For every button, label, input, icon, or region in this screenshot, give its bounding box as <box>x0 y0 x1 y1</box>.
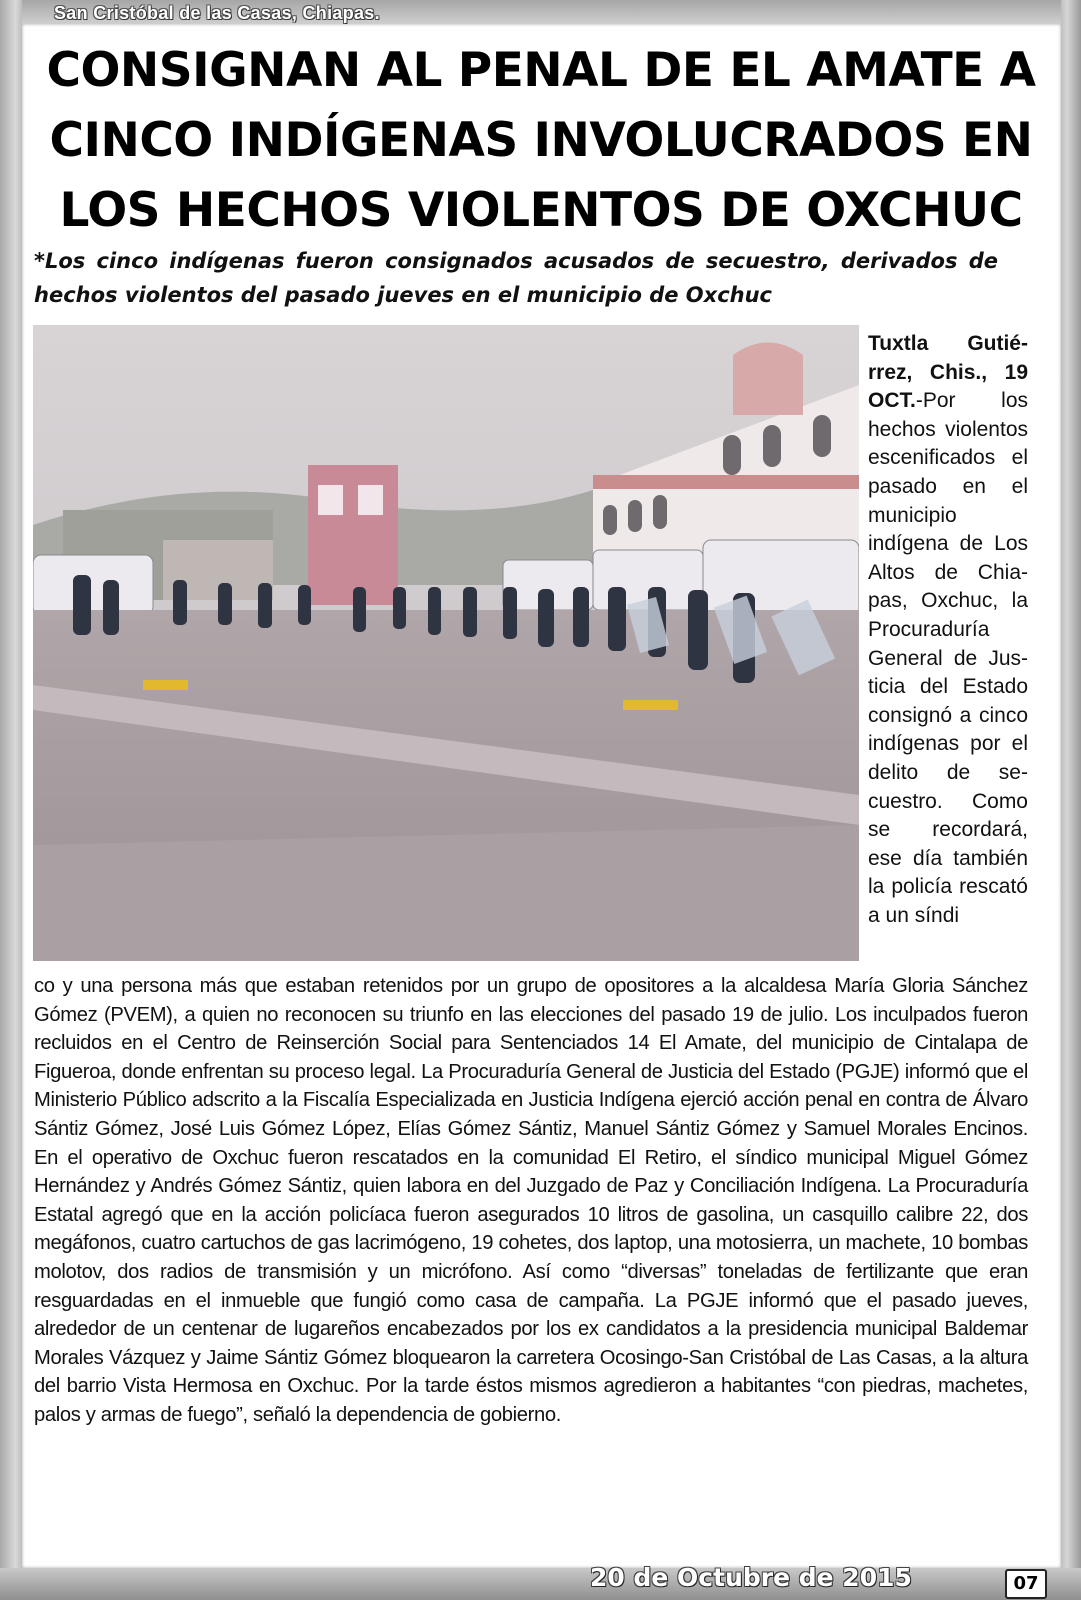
issue-date: 20 de Octubre de 2015 <box>590 1563 912 1592</box>
city-header: San Cristóbal de las Casas, Chiapas. <box>54 3 380 23</box>
subheadline: *Los cinco indígenas fueron consignados acusados de secuestro, derivados de hechos violentos del pasado jueves en el municipio de Oxchuc <box>34 249 998 307</box>
headline: CONSIGNAN AL PENAL DE EL AMATE A CINCO INDÍGENAS INVOLUCRADOS EN LOS HECHOS VIOLENTOS DE OXCHUC <box>46 43 1036 238</box>
lead-column <box>868 330 1028 930</box>
frame-left <box>0 0 22 1600</box>
frame-bottom <box>0 1568 1081 1600</box>
news-photo <box>33 325 859 961</box>
frame-right <box>1061 0 1081 1600</box>
lead-text: -Por los hechos violentos escenificados el pasado en el municipio indígena de Los Altos de Chiapas, Oxchuc, la Procuraduría General de Justicia del Estado consignó a cinco indígenas por el delito de secuestro. Como se recordará, ese día también la policía rescató a un síndi <box>868 389 1028 927</box>
dateline: Tuxtla Gutiérrez, Chis., 19 OCT. <box>868 332 1028 413</box>
article-body: co y una persona más que estaban retenidos por un grupo de opositores a la alcaldesa María Gloria Sánchez Gómez (PVEM), a quien no reconocen su triunfo en las elecciones del pasado 19 de julio. Los inculpados fueron recluidos en el Centro de Reinserción Social para Sentenciados 14 El Amate, del municipio de Cintalapa de Figueroa, donde enfrentan su proceso legal. La Procuraduría General de Justicia del Estado (PGJE) informó que el Ministerio Público adscrito a la Fiscalía Especializada en Justicia Indígena ejerció acción penal en contra de Álvaro Sántiz Gómez, José Luis Gómez López, Elías Gómez Sántiz, Manuel Sántiz Gómez y Samuel Morales Encinos. En el operativo de Oxchuc fueron rescatados en la comunidad El Retiro, el síndico municipal Miguel Gómez Hernández y Andrés Gómez Sántiz, quien labora en del Juzgado de Paz y Conciliación Indígena. La Procuraduría Estatal agregó que en la acción policíaca fueron asegurados 10 litros de gasolina, un casquillo calibre 22, dos megáfonos, cuatro cartuchos de gas lacrimógeno, 19 cohetes, dos laptop, una motosierra, un machete, 10 bombas molotov, dos radios de transmisión y un micrófono. Así como “diversas” toneladas de fertilizante que eran resguardadas en el inmueble que fungió como casa de campaña. La PGJE informó que el pasado jueves, alrededor de un centenar de lugareños encabezados por los ex candidatos a la presidencia municipal Baldemar Morales Vázquez y Jaime Sántiz Gómez bloquearon la carretera Ocosingo-San Cristóbal de Las Casas, a la altura del barrio Vista Hermosa en Oxchuc. Por la tarde éstos mismos agredieron a habitantes “con piedras, machetes, palos y armas de fuego”, señaló la dependencia de gobierno. <box>34 975 1028 1426</box>
page-number: 07 <box>1005 1569 1047 1599</box>
